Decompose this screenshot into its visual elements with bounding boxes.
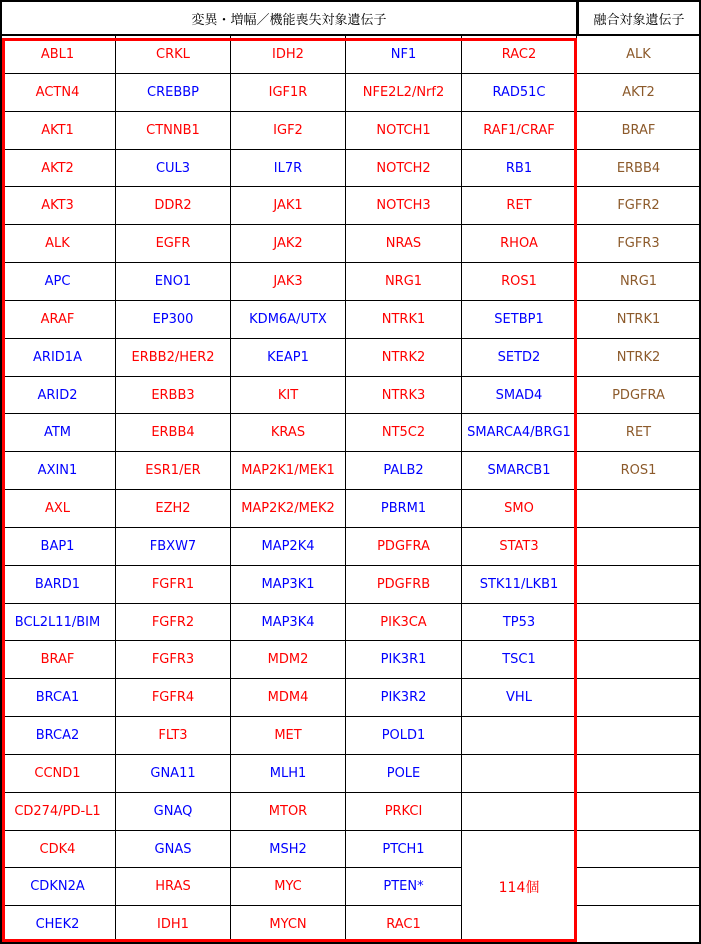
fusion-gene-cell xyxy=(577,377,701,414)
gene-name: AXL xyxy=(44,501,71,516)
gene-name: CTNNB1 xyxy=(146,123,200,138)
gene-name: IL7R xyxy=(273,160,303,176)
gene-cell xyxy=(0,150,116,187)
gene-cell xyxy=(462,490,577,528)
gene-cell xyxy=(462,339,577,377)
gene-name: EZH2 xyxy=(155,501,191,516)
table-header xyxy=(0,0,701,36)
gene-cell xyxy=(231,36,346,74)
gene-cell xyxy=(462,377,577,414)
gene-cell xyxy=(346,679,462,717)
gene-cell xyxy=(0,604,116,641)
fusion-gene-cell xyxy=(577,793,701,831)
gene-name: DDR2 xyxy=(154,198,192,213)
gene-cell xyxy=(231,187,346,225)
fusion-gene-cell xyxy=(577,755,701,793)
gene-name: ALK xyxy=(626,47,651,62)
gene-cell xyxy=(0,225,116,263)
fusion-gene-cell xyxy=(577,74,701,112)
gene-cell xyxy=(231,604,346,641)
gene-name: AKT3 xyxy=(41,198,74,213)
gene-name: BRCA1 xyxy=(35,690,80,705)
gene-cell xyxy=(231,868,346,906)
gene-cell xyxy=(462,263,577,301)
gene-cell xyxy=(116,906,231,944)
gene-cell xyxy=(0,301,116,339)
gene-cell xyxy=(116,831,231,868)
mutation-genes-header: 変異・増幅／機能喪失対象遺伝子 xyxy=(0,0,577,36)
gene-cell xyxy=(116,717,231,755)
gene-cell xyxy=(346,36,462,74)
fusion-gene-cell xyxy=(577,641,701,679)
gene-cell xyxy=(346,641,462,679)
gene-cell xyxy=(462,717,577,755)
gene-name: MSH2 xyxy=(269,841,307,857)
gene-name: EP300 xyxy=(152,312,194,327)
fusion-gene-cell xyxy=(577,679,701,717)
gene-cell xyxy=(0,414,116,452)
gene-cell xyxy=(116,793,231,831)
gene-cell xyxy=(116,490,231,528)
gene-cell xyxy=(462,641,577,679)
gene-name: IGF1R xyxy=(268,85,308,100)
fusion-genes-header: 融合対象遺伝子 xyxy=(577,0,701,36)
gene-cell xyxy=(0,793,116,831)
fusion-gene-cell xyxy=(577,150,701,187)
gene-cell xyxy=(462,150,577,187)
gene-name: BAP1 xyxy=(40,539,75,554)
gene-name: POLD1 xyxy=(381,728,426,743)
gene-cell xyxy=(116,74,231,112)
gene-cell xyxy=(116,263,231,301)
gene-name: CRKL xyxy=(156,47,190,62)
gene-name: HRAS xyxy=(155,879,191,894)
gene-name: BRAF xyxy=(40,652,75,667)
gene-name: MTOR xyxy=(268,804,308,819)
gene-name: FGFR2 xyxy=(151,614,195,630)
gene-name: NOTCH3 xyxy=(376,198,431,213)
gene-name: APC xyxy=(44,274,71,289)
gene-cell xyxy=(231,906,346,944)
gene-cell xyxy=(0,36,116,74)
gene-name: NOTCH1 xyxy=(376,123,431,138)
gene-name: NF1 xyxy=(390,47,417,62)
gene-cell xyxy=(231,717,346,755)
gene-cell xyxy=(231,641,346,679)
gene-cell xyxy=(231,263,346,301)
gene-name: NTRK1 xyxy=(381,312,426,327)
gene-cell xyxy=(0,74,116,112)
gene-cell xyxy=(116,566,231,604)
gene-name: IDH2 xyxy=(272,47,304,62)
gene-name: AKT1 xyxy=(41,123,74,138)
gene-name: MLH1 xyxy=(269,766,307,781)
gene-name: AKT2 xyxy=(622,85,655,100)
gene-cell xyxy=(0,377,116,414)
gene-cell xyxy=(0,831,116,868)
gene-cell xyxy=(462,679,577,717)
gene-name: KRAS xyxy=(270,425,306,440)
gene-name: NTRK2 xyxy=(381,350,426,365)
gene-name: ARID2 xyxy=(37,387,78,403)
gene-cell xyxy=(231,112,346,150)
gene-name: CDK4 xyxy=(39,841,76,857)
gene-name: RET xyxy=(625,425,652,440)
gene-name: NTRK2 xyxy=(616,350,661,365)
gene-cell xyxy=(231,679,346,717)
fusion-gene-cell xyxy=(577,906,701,944)
gene-name: RAF1/CRAF xyxy=(483,123,555,138)
gene-name: ERBB4 xyxy=(616,160,661,176)
gene-cell xyxy=(346,868,462,906)
gene-cell xyxy=(116,301,231,339)
gene-cell xyxy=(462,604,577,641)
gene-cell xyxy=(116,604,231,641)
gene-cell xyxy=(0,263,116,301)
gene-cell xyxy=(346,755,462,793)
gene-name: ROS1 xyxy=(620,463,657,478)
gene-name: SMAD4 xyxy=(495,387,543,403)
gene-name: SMO xyxy=(504,501,534,516)
gene-name: STAT3 xyxy=(499,539,539,554)
gene-name: CCND1 xyxy=(34,766,81,781)
fusion-gene-cell xyxy=(577,414,701,452)
gene-name: ROS1 xyxy=(501,274,537,289)
gene-name: AXIN1 xyxy=(37,463,78,478)
gene-cell xyxy=(116,187,231,225)
gene-cell xyxy=(0,339,116,377)
gene-name: ARID1A xyxy=(33,350,82,365)
fusion-gene-cell xyxy=(577,528,701,566)
gene-count-cell xyxy=(462,831,577,944)
gene-name: NFE2L2/Nrf2 xyxy=(362,85,445,100)
gene-name: CDKN2A xyxy=(30,879,85,894)
gene-name: PTEN* xyxy=(383,879,424,894)
gene-name: STK11/LKB1 xyxy=(479,577,559,592)
gene-name: RB1 xyxy=(505,160,533,176)
gene-name: MYC xyxy=(274,879,302,894)
gene-cell xyxy=(231,528,346,566)
gene-name: KEAP1 xyxy=(267,350,309,365)
gene-name: PIK3CA xyxy=(380,614,427,630)
gene-name: ACTN4 xyxy=(35,85,80,100)
gene-cell xyxy=(0,490,116,528)
gene-cell xyxy=(0,906,116,944)
gene-cell xyxy=(346,339,462,377)
gene-name: MAP2K1/MEK1 xyxy=(241,463,335,478)
fusion-gene-cell xyxy=(577,717,701,755)
gene-cell xyxy=(0,566,116,604)
gene-name: MYCN xyxy=(269,917,307,932)
gene-cell xyxy=(346,490,462,528)
gene-name: GNAQ xyxy=(153,804,193,819)
gene-cell xyxy=(462,528,577,566)
gene-name: ARAF xyxy=(40,312,75,327)
fusion-gene-cell xyxy=(577,187,701,225)
gene-cell xyxy=(0,528,116,566)
gene-name: RHOA xyxy=(500,236,538,251)
gene-name: ABL1 xyxy=(40,47,75,62)
gene-cell xyxy=(462,793,577,831)
gene-cell xyxy=(0,679,116,717)
gene-name: MAP2K4 xyxy=(261,539,315,554)
gene-name: PDGFRA xyxy=(612,387,665,403)
gene-name: ENO1 xyxy=(154,274,192,289)
gene-name: PTCH1 xyxy=(382,841,425,857)
gene-name: KDM6A/UTX xyxy=(249,312,327,327)
gene-cell xyxy=(231,452,346,490)
gene-name: PDGFRA xyxy=(377,539,430,554)
gene-cell xyxy=(346,301,462,339)
gene-cell xyxy=(231,414,346,452)
gene-table xyxy=(0,36,701,944)
gene-cell xyxy=(346,831,462,868)
gene-name: MAP3K1 xyxy=(261,577,315,592)
gene-name: BRCA2 xyxy=(35,728,80,743)
gene-cell xyxy=(0,755,116,793)
gene-cell xyxy=(0,717,116,755)
gene-cell xyxy=(346,150,462,187)
gene-name: RET xyxy=(506,198,532,213)
gene-name: IGF2 xyxy=(273,123,303,138)
gene-name: ESR1/ER xyxy=(145,463,201,478)
gene-name: MDM2 xyxy=(267,652,309,667)
fusion-gene-cell xyxy=(577,868,701,906)
gene-name: CD274/PD-L1 xyxy=(14,804,101,819)
gene-cell xyxy=(116,225,231,263)
gene-name: NRAS xyxy=(385,236,422,251)
gene-cell xyxy=(116,528,231,566)
gene-cell xyxy=(462,566,577,604)
gene-name: GNA11 xyxy=(150,766,196,781)
gene-cell xyxy=(346,793,462,831)
gene-cell xyxy=(231,74,346,112)
gene-name: NTRK1 xyxy=(616,312,661,327)
gene-name: FGFR3 xyxy=(617,236,660,251)
gene-name: PBRM1 xyxy=(380,501,427,516)
gene-name: CUL3 xyxy=(155,160,191,176)
gene-cell xyxy=(116,452,231,490)
gene-cell xyxy=(346,566,462,604)
gene-cell xyxy=(0,452,116,490)
gene-name: PIK3R2 xyxy=(380,690,427,705)
gene-name: KIT xyxy=(277,387,299,403)
gene-name: RAC1 xyxy=(386,917,421,932)
fusion-gene-cell xyxy=(577,339,701,377)
gene-name: FLT3 xyxy=(158,728,188,743)
gene-name: EGFR xyxy=(155,236,191,251)
gene-name: VHL xyxy=(506,690,532,705)
gene-name: NRG1 xyxy=(619,274,658,289)
gene-cell xyxy=(116,339,231,377)
gene-name: NOTCH2 xyxy=(376,160,431,176)
gene-cell xyxy=(231,377,346,414)
gene-cell xyxy=(116,755,231,793)
gene-name: ERBB2/HER2 xyxy=(131,350,215,365)
gene-name: CHEK2 xyxy=(35,917,80,932)
gene-name: RAC2 xyxy=(501,47,537,62)
gene-cell xyxy=(116,641,231,679)
gene-name: SETBP1 xyxy=(494,312,544,327)
gene-name: PIK3R1 xyxy=(380,652,427,667)
gene-cell xyxy=(0,187,116,225)
fusion-gene-cell xyxy=(577,36,701,74)
gene-name: TP53 xyxy=(502,614,536,630)
gene-name: JAK2 xyxy=(273,236,303,251)
gene-cell xyxy=(231,793,346,831)
gene-cell xyxy=(346,377,462,414)
gene-cell xyxy=(0,641,116,679)
gene-cell xyxy=(462,452,577,490)
gene-cell xyxy=(346,717,462,755)
gene-name: IDH1 xyxy=(157,917,189,932)
gene-cell xyxy=(231,566,346,604)
gene-name: SMARCB1 xyxy=(487,463,551,478)
gene-cell xyxy=(231,339,346,377)
gene-cell xyxy=(346,414,462,452)
fusion-gene-cell xyxy=(577,112,701,150)
gene-cell xyxy=(462,74,577,112)
gene-name: GNAS xyxy=(154,841,192,857)
gene-cell xyxy=(462,755,577,793)
gene-cell xyxy=(0,868,116,906)
gene-name: FGFR2 xyxy=(617,198,660,213)
gene-cell xyxy=(346,263,462,301)
gene-cell xyxy=(231,301,346,339)
gene-name: PDGFRB xyxy=(376,577,431,592)
gene-cell xyxy=(346,225,462,263)
gene-cell xyxy=(231,490,346,528)
gene-name: ALK xyxy=(45,236,70,251)
fusion-gene-cell xyxy=(577,831,701,868)
gene-cell xyxy=(346,528,462,566)
gene-name: BRAF xyxy=(621,123,656,138)
gene-name: JAK3 xyxy=(273,274,303,289)
gene-name: MDM4 xyxy=(267,690,309,705)
fusion-gene-cell xyxy=(577,604,701,641)
gene-cell xyxy=(231,755,346,793)
gene-name: FGFR4 xyxy=(151,690,195,705)
gene-cell xyxy=(462,112,577,150)
gene-cell xyxy=(346,604,462,641)
gene-name: ERBB3 xyxy=(151,387,195,403)
gene-cell xyxy=(116,868,231,906)
gene-name: NT5C2 xyxy=(381,425,426,440)
gene-cell xyxy=(462,187,577,225)
fusion-gene-cell xyxy=(577,566,701,604)
gene-cell xyxy=(116,679,231,717)
gene-cell xyxy=(231,150,346,187)
fusion-gene-cell xyxy=(577,452,701,490)
gene-name: NRG1 xyxy=(384,274,423,289)
gene-name: SMARCA4/BRG1 xyxy=(467,425,571,440)
gene-cell xyxy=(116,112,231,150)
gene-cell xyxy=(346,906,462,944)
fusion-gene-cell xyxy=(577,225,701,263)
gene-cell xyxy=(462,414,577,452)
gene-cell xyxy=(346,452,462,490)
gene-name: ERBB4 xyxy=(151,425,195,440)
gene-cell xyxy=(346,74,462,112)
gene-cell xyxy=(116,36,231,74)
gene-cell xyxy=(116,414,231,452)
gene-name: FGFR3 xyxy=(151,652,195,667)
gene-name: ATM xyxy=(43,425,72,440)
gene-name: MET xyxy=(274,728,302,743)
gene-name: PRKCI xyxy=(384,804,423,819)
gene-name: BCL2L11/BIM xyxy=(14,614,101,630)
gene-name: JAK1 xyxy=(273,198,303,213)
gene-name: AKT2 xyxy=(41,160,74,176)
gene-count-label: 114個 xyxy=(498,880,540,896)
gene-cell xyxy=(0,112,116,150)
gene-name: POLE xyxy=(386,766,421,781)
fusion-gene-cell xyxy=(577,490,701,528)
gene-name: FBXW7 xyxy=(149,539,197,554)
gene-name: FGFR1 xyxy=(151,577,195,592)
gene-cell xyxy=(462,225,577,263)
gene-cell xyxy=(231,831,346,868)
gene-cell xyxy=(346,112,462,150)
gene-name: CREBBP xyxy=(147,85,199,100)
gene-cell xyxy=(462,301,577,339)
gene-cell xyxy=(231,225,346,263)
gene-cell xyxy=(116,377,231,414)
gene-name: PALB2 xyxy=(383,463,424,478)
gene-name: RAD51C xyxy=(492,85,546,100)
fusion-gene-cell xyxy=(577,263,701,301)
gene-name: NTRK3 xyxy=(381,387,426,403)
gene-name: MAP3K4 xyxy=(261,614,315,630)
gene-cell xyxy=(462,36,577,74)
gene-name: TSC1 xyxy=(502,652,536,667)
fusion-gene-cell xyxy=(577,301,701,339)
gene-name: BARD1 xyxy=(34,577,81,592)
gene-cell xyxy=(346,187,462,225)
gene-name: SETD2 xyxy=(497,350,541,365)
gene-name: MAP2K2/MEK2 xyxy=(241,501,335,516)
gene-cell xyxy=(116,150,231,187)
